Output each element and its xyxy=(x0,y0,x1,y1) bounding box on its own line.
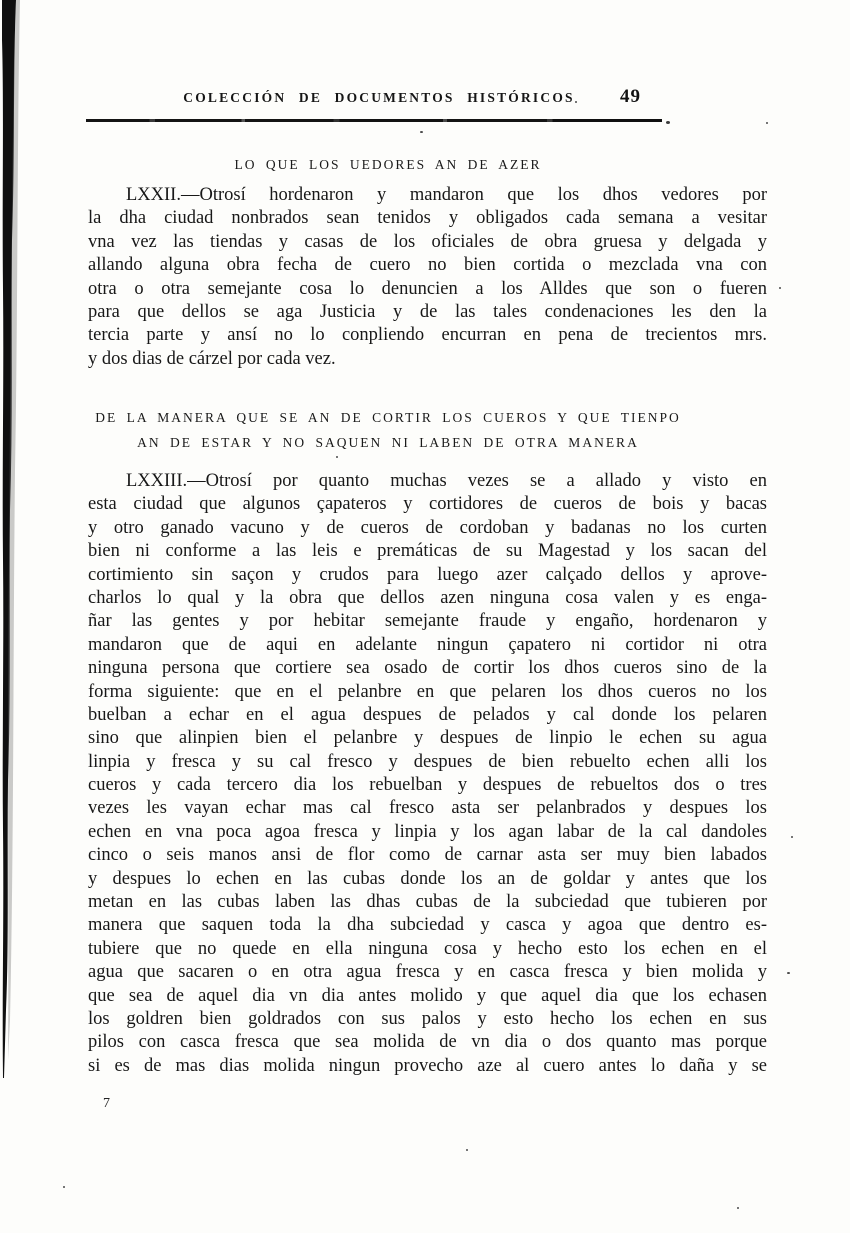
paragraph-line: allando alguna obra fecha de cuero no bien cortida o mezclada vna con xyxy=(88,255,767,276)
ink-speck xyxy=(63,1186,65,1188)
paragraph-line: para que dellos se aga Justicia y de las tales condenaciones les den la xyxy=(88,301,767,322)
paragraph-line: si es de mas dias molida ningun provecho aze al cuero antes lo daña y se xyxy=(88,1055,767,1076)
paragraph-line: agua que sacaren o en otra agua fresca y en casca fresca y bien molida y xyxy=(88,962,767,983)
paragraph-line: echen en vna poca agoa fresca y linpia y los agan labar de la cal dandoles xyxy=(88,821,767,842)
ink-speck xyxy=(791,836,793,838)
paragraph-line: buelban a echar en el agua despues de pelados y cal donde los pelaren xyxy=(88,704,767,725)
paragraph-line: metan en las cubas laben las dhas cubas de la subciedad que tubieren por xyxy=(88,892,767,913)
binding-edge xyxy=(0,0,30,1100)
ink-speck xyxy=(737,1207,739,1209)
paragraph-line: sino que alinpien bien el pelanbre y despues de linpio le echen su agua xyxy=(88,728,767,749)
paragraph-line: cortimiento sin saçon y crudos para luego azer calçado dellos y aprove- xyxy=(88,564,767,585)
paragraph-line: y despues lo echen en las cubas donde los an de goldar y antes que los xyxy=(88,868,767,889)
header-rule xyxy=(86,119,662,122)
paragraph-line: linpia y fresca y su cal fresco y despues de bien rebuelto echen alli los xyxy=(88,751,767,772)
ink-speck xyxy=(575,101,577,103)
paragraph-line: mandaron que de aqui en adelante ningun çapatero ni cortidor ni otra xyxy=(88,634,767,655)
ink-speck xyxy=(466,1149,468,1151)
section-heading-cortir-cueros xyxy=(88,405,688,455)
paragraph-line: cinco o seis manos ansi de flor como de carnar asta ser muy bien labados xyxy=(88,845,767,866)
paragraph-line: ñar las gentes y por hebitar semejante fraude y engaño, hordenaron y xyxy=(88,611,767,632)
paragraph-line: ninguna persona que cortiere sea osado de cortir los dhos cueros sino de la xyxy=(88,658,767,679)
ink-speck xyxy=(336,456,338,458)
paragraph-line: la dha ciudad nonbrados sean tenidos y obligados cada semana a vesitar xyxy=(88,208,767,229)
paragraph-line: LXXII.—Otrosí hordenaron y mandaron que los dhos vedores por xyxy=(126,185,767,205)
paragraph-line: vezes les vayan echar mas cal fresco asta ser pelanbrados y despues los xyxy=(88,798,767,819)
paragraph-line: y otro ganado vacuno y de cueros de cordoban y badanas no los curten xyxy=(88,517,767,538)
paragraph-lxxii xyxy=(88,184,767,371)
ink-speck xyxy=(787,972,790,974)
paragraph-line: charlos lo qual y la obra que dellos azen ninguna cosa valen y es enga- xyxy=(88,587,767,608)
paragraph-line: los goldren bien goldrados con sus palos y esto hecho los echen en sus xyxy=(88,1008,767,1029)
footer-signature-mark: 7 xyxy=(103,1096,110,1111)
paragraph-line: pilos con casca fresca que sea molida de vn dia o dos quanto mas porque xyxy=(88,1032,767,1053)
paragraph-lxxiii xyxy=(88,470,767,1078)
paragraph-line: forma siguiente: que en el pelanbre en que pelaren los dhos cueros no los xyxy=(88,681,767,702)
section-heading-line: AN DE ESTAR Y NO SAQUEN NI LABEN DE OTRA MANERA xyxy=(137,435,639,450)
running-header-title: COLECCIÓN DE DOCUMENTOS HISTÓRICOS xyxy=(183,90,575,105)
paragraph-line: tercia parte y ansí no lo conpliendo encurran en pena de trecientos mrs. xyxy=(88,325,767,346)
paragraph-line: manera que saquen toda la dha subciedad y casca y agoa que dentro es- xyxy=(88,915,767,936)
paragraph-line: vna vez las tiendas y casas de los oficiales de obra gruesa y delgada y xyxy=(88,231,767,252)
ink-speck xyxy=(666,121,670,124)
section-heading-vedores xyxy=(88,152,688,177)
page-header xyxy=(88,86,766,112)
ink-speck xyxy=(766,122,768,124)
ink-speck xyxy=(779,287,781,289)
paragraph-line: otra o otra semejante cosa lo denuncien a los Alldes que son o fueren xyxy=(88,278,767,299)
paragraph-line: y dos dias de cárzel por cada vez. xyxy=(88,348,336,369)
page-number: 49 xyxy=(620,86,641,107)
section-heading-line: LO QUE LOS UEDORES AN DE AZER xyxy=(234,157,542,172)
paragraph-line: bien ni conforme a las leis e premáticas de su Magestad y los sacan del xyxy=(88,541,767,562)
ink-speck xyxy=(420,131,423,133)
paragraph-line: esta ciudad que algunos çapateros y cortidores de cueros de bois y bacas xyxy=(88,494,767,515)
paragraph-line: cueros y cada tercero dia los rebuelban y despues de rebueltos dos o tres xyxy=(88,775,767,796)
paragraph-line: que sea de aquel dia vn dia antes molido y que aquel dia que los echasen xyxy=(88,985,767,1006)
paragraph-line: LXXIII.—Otrosí por quanto muchas vezes se a allado y visto en xyxy=(126,471,767,491)
paragraph-line: tubiere que no quede en ella ninguna cosa y hecho esto los echen en el xyxy=(88,938,767,959)
section-heading-line: DE LA MANERA QUE SE AN DE CORTIR LOS CUEROS Y QUE TIENPO xyxy=(95,410,681,425)
